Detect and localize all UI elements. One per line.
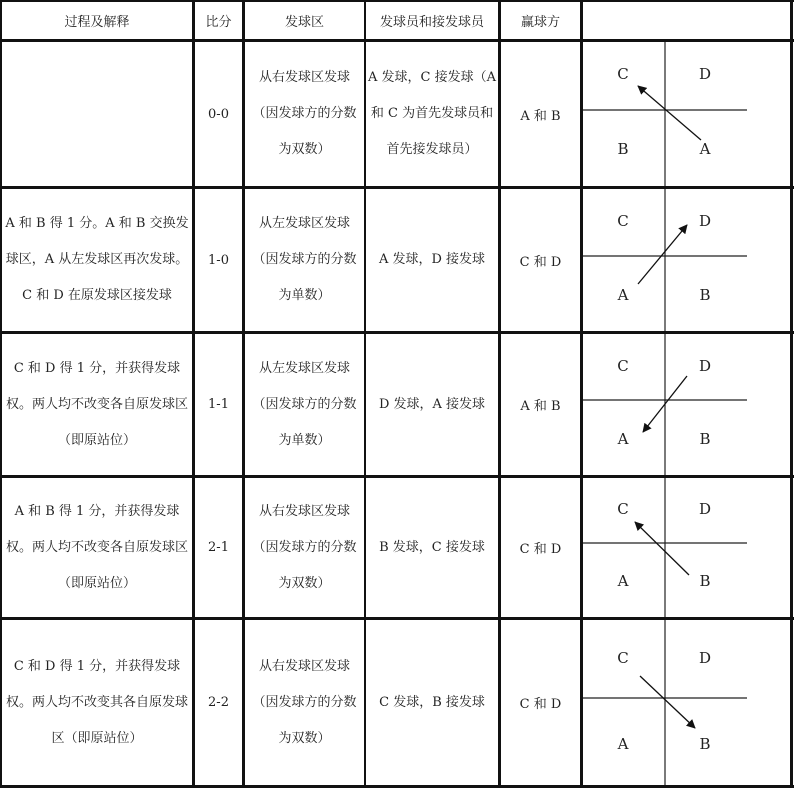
- court-position-bl: A: [617, 430, 629, 448]
- header-players: 发球员和接发球员: [379, 15, 484, 30]
- court-position-bl: B: [617, 140, 629, 158]
- court-diagram: [583, 334, 790, 475]
- court-position-br: A: [699, 140, 711, 158]
- court-position-tr: D: [698, 649, 712, 667]
- winner-cell: A 和 B: [520, 399, 561, 414]
- header-winner: 赢球方: [520, 15, 560, 30]
- score-cell: 1-0: [208, 252, 229, 268]
- process-cell: A 和 B 得 1 分。A 和 B 交换发球区，A 从左发球区再次发球。C 和 D 在原发球区接发球: [5, 216, 189, 303]
- header-process: 过程及解释: [64, 15, 130, 30]
- court-position-tl: C: [617, 649, 629, 667]
- players-cell: A 发球，D 接发球: [378, 252, 486, 267]
- process-cell: A 和 B 得 1 分，并获得发球权。两人均不改变各自原发球区（即原站位）: [5, 503, 188, 591]
- court-position-tr: D: [698, 357, 712, 375]
- court-position-tl: C: [617, 500, 629, 518]
- winner-cell: A 和 B: [520, 108, 561, 124]
- court-diagram: [583, 478, 790, 617]
- court-position-tl: C: [617, 357, 629, 375]
- serve-area-cell: 从右发球区发球（因发球方的分数为双数）: [252, 503, 357, 591]
- serve-direction-arrow: [638, 225, 687, 284]
- players-cell: D 发球，A 接发球: [378, 396, 486, 412]
- header-diagram: [583, 2, 790, 39]
- process-cell: [2, 42, 192, 186]
- court-position-br: B: [699, 286, 711, 304]
- court-position-tr: D: [698, 500, 712, 518]
- process-cell: C 和 D 得 1 分，并获得发球权。两人均不改变各自原发球区（即原站位）: [5, 360, 188, 448]
- court-position-bl: A: [617, 286, 629, 304]
- court-position-br: B: [699, 572, 711, 590]
- winner-cell: C 和 D: [519, 254, 562, 270]
- process-cell: C 和 D 得 1 分，并获得发球权。两人均不改变其各自原发球区（即原站位）: [5, 658, 188, 746]
- header-score: 比分: [205, 15, 232, 30]
- court-diagram: [583, 42, 790, 186]
- serve-direction-arrow: [638, 86, 701, 140]
- score-cell: 2-2: [208, 695, 229, 710]
- header-serve-area: 发球区: [284, 15, 324, 30]
- court-position-bl: A: [617, 572, 629, 590]
- court-position-tr: D: [698, 212, 712, 230]
- score-cell: 2-1: [208, 540, 229, 555]
- serve-direction-arrow: [635, 522, 689, 575]
- winner-cell: C 和 D: [519, 697, 562, 712]
- court-diagram: [583, 620, 790, 785]
- court-position-br: B: [699, 735, 711, 753]
- players-cell: C 发球，B 接发球: [379, 694, 485, 710]
- serve-area-cell: 从右发球区发球（因发球方的分数为双数）: [252, 70, 357, 157]
- players-cell: B 发球，C 接发球: [379, 539, 485, 555]
- court-position-tr: D: [698, 65, 712, 83]
- score-cell: 0-0: [208, 106, 229, 122]
- court-position-tl: C: [617, 65, 629, 83]
- court-position-bl: A: [617, 735, 629, 753]
- court-position-tl: C: [617, 212, 629, 230]
- score-cell: 1-1: [208, 397, 229, 412]
- serve-area-cell: 从左发球区发球（因发球方的分数为单数）: [252, 360, 357, 448]
- serve-direction-arrow: [640, 676, 695, 728]
- court-position-br: B: [699, 430, 711, 448]
- winner-cell: C 和 D: [519, 542, 562, 557]
- players-cell: A 发球，C 接发球（A 和 C 为首先发球员和首先接发球员）: [368, 70, 496, 157]
- table-border-right: [790, 0, 793, 788]
- court-diagram: [583, 189, 790, 331]
- serve-area-cell: 从右发球区发球（因发球方的分数为双数）: [252, 658, 357, 746]
- table-border-bottom: [0, 785, 794, 788]
- serve-area-cell: 从左发球区发球（因发球方的分数为单数）: [252, 216, 357, 303]
